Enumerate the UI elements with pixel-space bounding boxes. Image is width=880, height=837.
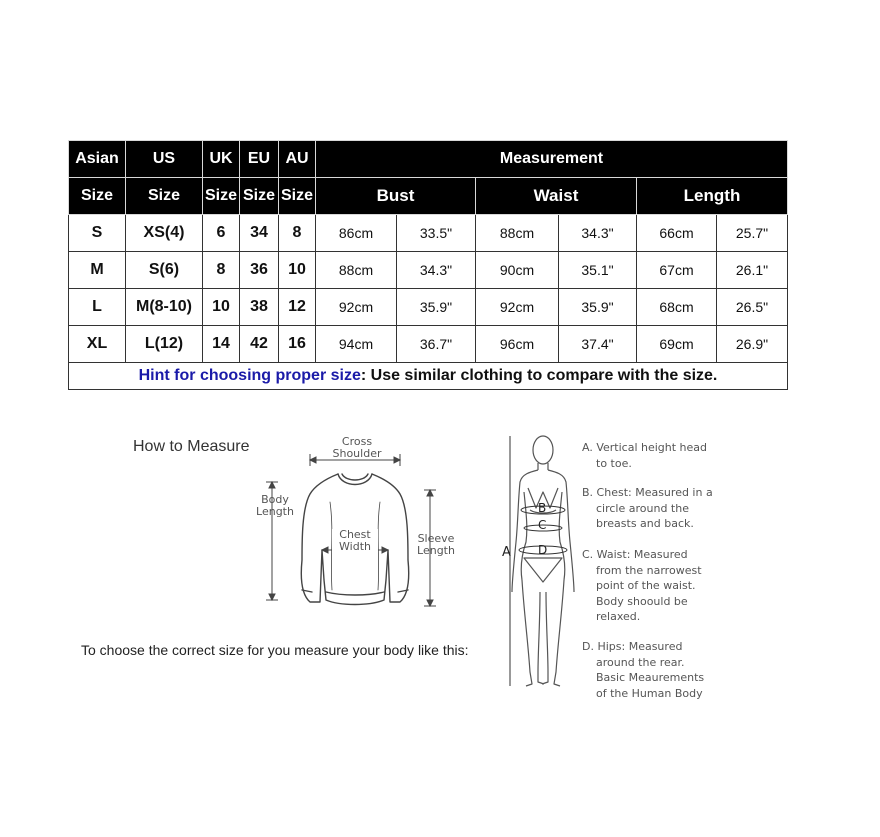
cell-uk: 6 bbox=[203, 215, 240, 252]
cell-length-cm: 66cm bbox=[637, 215, 717, 252]
header-eu-2: Size bbox=[240, 178, 279, 215]
cell-us: L(12) bbox=[126, 326, 203, 363]
cell-uk: 10 bbox=[203, 289, 240, 326]
cell-waist-cm: 90cm bbox=[476, 252, 559, 289]
table-row bbox=[69, 252, 788, 289]
cell-asian: S bbox=[69, 215, 126, 252]
header-waist: Waist bbox=[476, 178, 637, 215]
header-au-1: AU bbox=[279, 141, 316, 178]
how-to-measure-title: How to Measure bbox=[133, 438, 250, 455]
cell-length-in: 26.5" bbox=[717, 289, 788, 326]
cell-us: S(6) bbox=[126, 252, 203, 289]
cell-bust-in: 34.3" bbox=[397, 252, 476, 289]
sleeve-length-label: Sleeve Length bbox=[417, 532, 455, 557]
header-bust: Bust bbox=[316, 178, 476, 215]
header-measurement: Measurement bbox=[316, 141, 788, 178]
header-uk-2: Size bbox=[203, 178, 240, 215]
header-au-2: Size bbox=[279, 178, 316, 215]
cell-waist-in: 34.3" bbox=[559, 215, 637, 252]
key-d: D. Hips: Measured around the rear. Basic Meaurements of the Human Body bbox=[582, 640, 705, 700]
cell-eu: 38 bbox=[240, 289, 279, 326]
cell-au: 10 bbox=[279, 252, 316, 289]
cell-au: 12 bbox=[279, 289, 316, 326]
cell-bust-cm: 88cm bbox=[316, 252, 397, 289]
cell-length-cm: 68cm bbox=[637, 289, 717, 326]
table-row bbox=[69, 326, 788, 363]
body-figure bbox=[500, 432, 580, 690]
chest-width-label: Chest Width bbox=[332, 529, 378, 553]
letter-d: D bbox=[538, 543, 548, 557]
hint-label: Hint for choosing proper size bbox=[138, 367, 361, 384]
letter-a: A bbox=[502, 545, 511, 560]
hint-row bbox=[69, 363, 788, 390]
cell-waist-cm: 96cm bbox=[476, 326, 559, 363]
cell-eu: 36 bbox=[240, 252, 279, 289]
cross-shoulder-label: Cross Shoulder bbox=[332, 435, 382, 460]
cell-uk: 14 bbox=[203, 326, 240, 363]
cell-au: 16 bbox=[279, 326, 316, 363]
cell-asian: M bbox=[69, 252, 126, 289]
cell-length-cm: 67cm bbox=[637, 252, 717, 289]
cell-au: 8 bbox=[279, 215, 316, 252]
cell-waist-cm: 92cm bbox=[476, 289, 559, 326]
cell-bust-cm: 94cm bbox=[316, 326, 397, 363]
cell-bust-in: 36.7" bbox=[397, 326, 476, 363]
measure-instruction: To choose the correct size for you measure your body like this: bbox=[81, 642, 469, 658]
cell-bust-in: 33.5" bbox=[397, 215, 476, 252]
cell-bust-cm: 92cm bbox=[316, 289, 397, 326]
cell-asian: XL bbox=[69, 326, 126, 363]
cell-eu: 42 bbox=[240, 326, 279, 363]
letter-b: B bbox=[538, 501, 547, 515]
size-chart-table bbox=[68, 140, 788, 390]
cell-waist-in: 37.4" bbox=[559, 326, 637, 363]
cell-waist-in: 35.9" bbox=[559, 289, 637, 326]
cell-uk: 8 bbox=[203, 252, 240, 289]
header-asian-1: Asian bbox=[69, 141, 126, 178]
hint-text: : Use similar clothing to compare with the size. bbox=[360, 367, 718, 384]
cell-eu: 34 bbox=[240, 215, 279, 252]
header-asian-2: Size bbox=[69, 178, 126, 215]
hint-cell bbox=[69, 363, 788, 390]
cell-waist-cm: 88cm bbox=[476, 215, 559, 252]
key-b: B. Chest: Measured in a circle around the breasts and back. bbox=[582, 486, 713, 530]
key-a: A. Vertical height head to toe. bbox=[582, 441, 708, 470]
cell-us: XS(4) bbox=[126, 215, 203, 252]
header-uk-1: UK bbox=[203, 141, 240, 178]
cell-asian: L bbox=[69, 289, 126, 326]
cell-length-in: 26.9" bbox=[717, 326, 788, 363]
header-length: Length bbox=[637, 178, 788, 215]
table-row bbox=[69, 215, 788, 252]
header-us-2: Size bbox=[126, 178, 203, 215]
cell-length-cm: 69cm bbox=[637, 326, 717, 363]
letter-c: C bbox=[538, 518, 547, 532]
cell-bust-cm: 86cm bbox=[316, 215, 397, 252]
cell-us: M(8-10) bbox=[126, 289, 203, 326]
cell-length-in: 25.7" bbox=[717, 215, 788, 252]
cell-length-in: 26.1" bbox=[717, 252, 788, 289]
key-c: C. Waist: Measured from the narrowest point of the waist. Body shoould be relaxed. bbox=[582, 548, 702, 623]
cell-waist-in: 35.1" bbox=[559, 252, 637, 289]
cell-bust-in: 35.9" bbox=[397, 289, 476, 326]
body-length-label: Body Length bbox=[256, 493, 294, 518]
header-us-1: US bbox=[126, 141, 203, 178]
header-eu-1: EU bbox=[240, 141, 279, 178]
table-row bbox=[69, 289, 788, 326]
